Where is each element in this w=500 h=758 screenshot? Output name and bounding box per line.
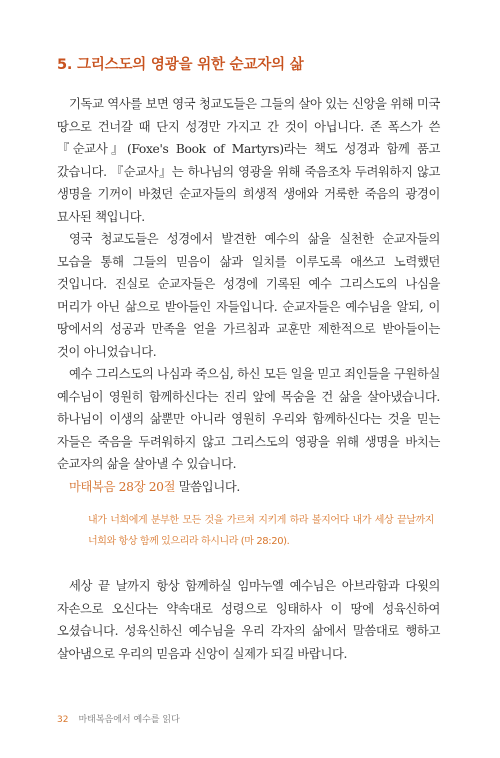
page-number: 32 bbox=[57, 715, 69, 725]
main-text bbox=[57, 93, 440, 498]
paragraph-2: 영국 청교도들은 성경에서 발견한 예수의 삶을 실천한 순교자들의 모습을 통해 그들의 믿음이 삶과 일치를 이루도록 애쓰고 노력했던 것입니다. 진실로 순교자들은 성경에 기록된 예수 그리스도의 나심을 머리가 아닌 삶으로 받아들인 자들입니다. 순교자들은 예수님을 알되, 이 땅에서의 성공과 만족을 얻을 가르침과 교훈만 제한적으로 받아들이는 것이 아니었습니다. bbox=[57, 232, 440, 359]
closing-text bbox=[57, 575, 440, 665]
scripture-quote: 내가 너희에게 분부한 모든 것을 가르쳐 지키게 하라 볼지어다 내가 세상 끝날까지 너희와 항상 함께 있으리라 하시니라 (마 28:20). bbox=[88, 515, 434, 547]
verse-reference-suffix: 말씀입니다. bbox=[175, 479, 240, 494]
running-title: 마태복음에서 예수를 읽다 bbox=[78, 715, 180, 725]
closing-paragraph: 세상 끝 날까지 항상 함께하실 임마누엘 예수님은 아브라함과 다윗의 자손으로 오신다는 약속대로 성령으로 잉태하사 이 땅에 성육신하여 오셨습니다. 성육신하신 예수님을 우리 각자의 삶에서 말씀대로 행하고 살아냄으로 우리의 믿음과 신앙이 실제가 되길 바랍니다. bbox=[57, 579, 440, 661]
paragraph-1: 기독교 역사를 보면 영국 청교도들은 그들의 살아 있는 신앙을 위해 미국 땅으로 건너갈 때 단지 성경만 가지고 간 것이 아닙니다. 존 폭스가 쓴 『순교사』(Foxe's Book of Martyrs)라는 책도 성경과 함께 품고 갔습니다. 『순교사』는 하나님의 영광을 위해 죽음조차 두려워하지 않고 생명을 기꺼이 바쳤던 순교자들의 희생적 생애와 거룩한 죽음의 광경이 묘사된 책입니다. bbox=[57, 97, 440, 224]
paragraph-3: 예수 그리스도의 나심과 죽으심, 하신 모든 일을 믿고 죄인들을 구원하실 예수님이 영원히 함께하신다는 진리 앞에 목숨을 건 삶을 살아냈습니다. 하나님이 이생의 삶뿐만 아니라 영원히 우리와 함께하신다는 것을 믿는 자들은 죽음을 두려워하지 않고 그리스도의 영광을 위해 생명을 바치는 순교자의 삶을 살아낼 수 있습니다. bbox=[57, 367, 440, 471]
page-footer bbox=[57, 712, 180, 725]
verse-reference-line bbox=[57, 476, 440, 499]
section-heading: 5. 그리스도의 영광을 위한 순교자의 삶 bbox=[57, 57, 304, 73]
verse-reference: 마태복음 28장 20절 bbox=[69, 479, 176, 494]
